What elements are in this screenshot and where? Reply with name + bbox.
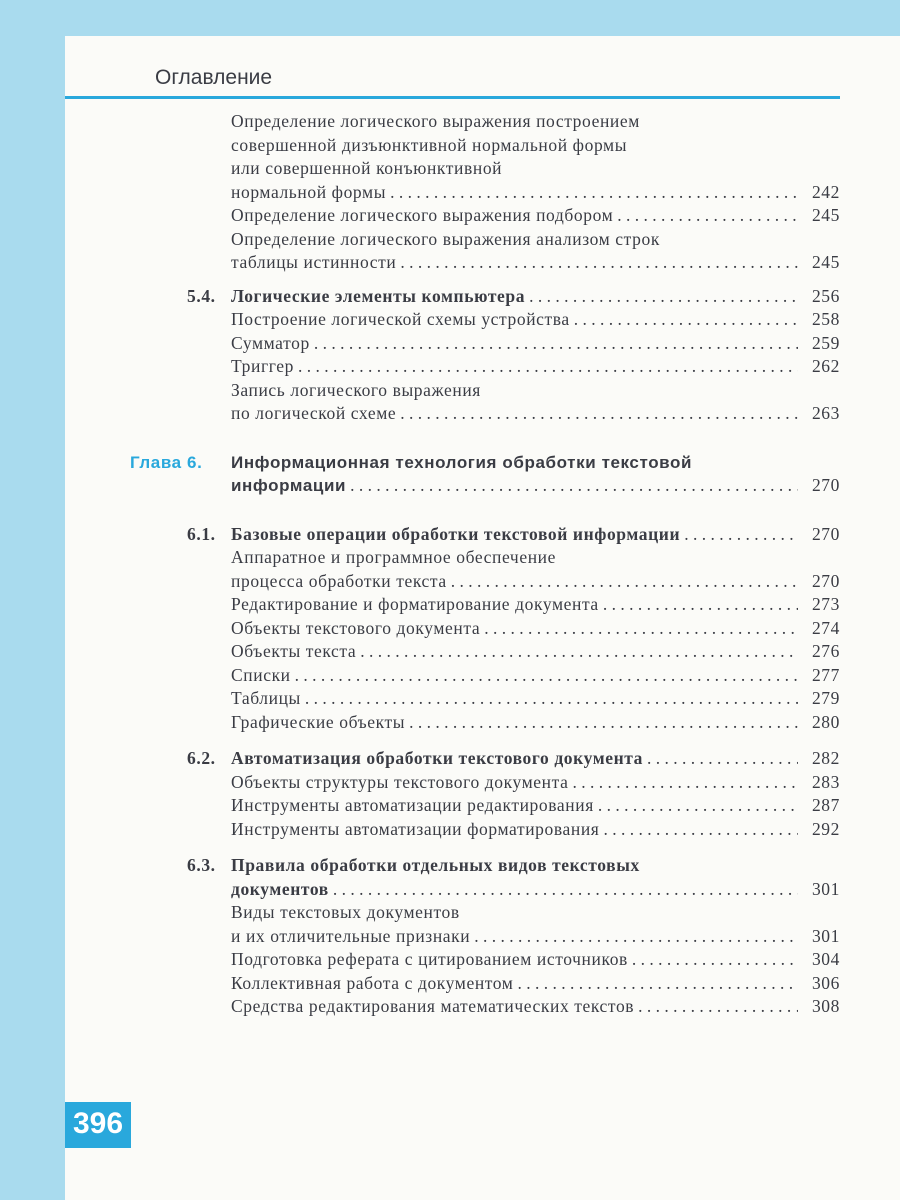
leader-dots	[451, 570, 798, 594]
toc-entry-text: Сумматор	[231, 332, 310, 353]
toc-entry-text: Объекты текста	[231, 641, 357, 661]
toc-entry[interactable]	[130, 204, 840, 228]
section-number: 5.4.	[187, 285, 216, 306]
leader-dots	[617, 204, 798, 228]
leader-dots	[647, 747, 798, 771]
leader-dots	[333, 878, 798, 902]
toc-entry-line	[130, 379, 840, 403]
toc-entry-text: и их отличительные признаки	[231, 925, 471, 946]
leader-dots	[638, 995, 798, 1019]
page-ref: 262	[811, 356, 840, 376]
chapter-title: Информационная технология обработки текстовой	[231, 452, 693, 472]
toc-entry[interactable]	[130, 925, 840, 949]
page-ref: 245	[811, 252, 840, 272]
leader-dots	[484, 617, 798, 641]
toc-entry-text: Виды текстовых документов	[231, 902, 460, 922]
page-ref: 308	[811, 996, 840, 1016]
page-ref: 274	[811, 617, 840, 638]
toc-entry-text: Коллективная работа с документом	[231, 972, 514, 993]
section-title: Логические элементы компьютера	[231, 285, 526, 306]
page-ref: 282	[811, 748, 840, 768]
section-number: 6.3.	[187, 855, 216, 875]
page-ref: 270	[811, 570, 840, 591]
page-ref: 273	[811, 594, 840, 614]
toc-section-line	[130, 854, 840, 878]
leader-dots	[474, 925, 798, 949]
toc-entry-text: Определение логического выражения анализом строк	[231, 228, 660, 249]
toc-entry[interactable]	[130, 972, 840, 996]
toc-entry[interactable]	[130, 687, 840, 711]
toc-entry-text: Подготовка реферата с цитированием источников	[231, 949, 628, 969]
page-ref: 245	[811, 205, 840, 225]
toc-section[interactable]	[130, 285, 840, 309]
toc-entry[interactable]	[130, 355, 840, 379]
page-ref: 306	[811, 972, 840, 993]
toc-entry-text: или совершенной конъюнктивной	[231, 158, 503, 178]
toc-entry[interactable]	[130, 771, 840, 795]
page-ref: 301	[811, 925, 840, 946]
toc-entry-text: Построение логической схемы устройства	[231, 309, 570, 329]
leader-dots	[305, 687, 798, 711]
toc-section[interactable]	[130, 747, 840, 771]
toc-entry-line	[130, 134, 840, 158]
toc-entry-line	[130, 110, 840, 134]
toc-entry[interactable]	[130, 617, 840, 641]
section-title: Автоматизация обработки текстового документа	[231, 748, 644, 768]
leader-dots	[298, 355, 798, 379]
leader-dots	[632, 948, 798, 972]
toc-entry-text: Списки	[231, 664, 291, 685]
toc-entry-text: Аппаратное и программное обеспечение	[231, 547, 556, 567]
toc-entry[interactable]	[130, 995, 840, 1019]
toc-entry[interactable]	[130, 664, 840, 688]
page-ref: 276	[811, 641, 840, 661]
toc-entry[interactable]	[130, 818, 840, 842]
leader-dots	[529, 285, 798, 309]
toc-entry[interactable]	[130, 570, 840, 594]
toc-entry-line	[130, 228, 840, 252]
toc-entry-text: Графические объекты	[231, 711, 406, 732]
page-ref: 279	[811, 688, 840, 708]
chapter-title: информации	[231, 476, 347, 495]
leader-dots	[400, 402, 798, 426]
toc-entry-text: Редактирование и форматирование документа	[231, 594, 599, 614]
chapter-label: Глава 6.	[130, 452, 203, 472]
page-ref: 277	[811, 664, 840, 685]
toc-entry-line	[130, 157, 840, 181]
page-ref: 270	[811, 523, 840, 544]
toc-entry-text: совершенной дизъюнктивной нормальной формы	[231, 134, 628, 155]
toc-entry[interactable]	[130, 794, 840, 818]
page-ref: 287	[811, 795, 840, 815]
running-header: Оглавление	[155, 66, 273, 89]
toc-section[interactable]	[130, 523, 840, 547]
toc-entry-text: Объекты текстового документа	[231, 617, 481, 638]
toc-entry-line	[130, 901, 840, 925]
toc-entry[interactable]	[130, 593, 840, 617]
leader-dots	[360, 640, 798, 664]
page-ref: 256	[811, 285, 840, 306]
toc-section[interactable]	[130, 878, 840, 902]
toc-entry[interactable]	[130, 640, 840, 664]
leader-dots	[314, 332, 798, 356]
page-ref: 283	[811, 771, 840, 792]
page-ref: 304	[811, 949, 840, 969]
toc-entry-text: Определение логического выражения подбором	[231, 205, 614, 225]
toc-entry[interactable]	[130, 948, 840, 972]
header-rule	[65, 96, 840, 99]
leader-dots	[409, 711, 798, 735]
page-ref: 259	[811, 332, 840, 353]
toc-entry-line	[130, 546, 840, 570]
left-margin-strip	[0, 0, 65, 1200]
toc-entry-text: Определение логического выражения построением	[231, 111, 640, 131]
page-ref: 280	[811, 711, 840, 732]
table-of-contents	[130, 110, 840, 1019]
toc-entry-text: процесса обработки текста	[231, 570, 447, 591]
toc-entry-text: нормальной формы	[231, 181, 387, 202]
page-ref: 258	[811, 309, 840, 329]
section-number: 6.2.	[187, 748, 216, 768]
toc-entry-text: по логической схеме	[231, 403, 397, 423]
toc-entry-text: Инструменты автоматизации редактирования	[231, 795, 594, 815]
page-ref: 301	[811, 878, 840, 899]
toc-entry-text: Средства редактирования математических текстов	[231, 996, 635, 1016]
leader-dots	[390, 181, 798, 205]
leader-dots	[603, 818, 798, 842]
toc-chapter[interactable]	[130, 474, 840, 498]
page-ref: 270	[811, 475, 840, 495]
toc-entry[interactable]	[130, 711, 840, 735]
section-title: Базовые операции обработки текстовой информации	[231, 523, 681, 544]
toc-entry-text: Объекты структуры текстового документа	[231, 771, 569, 792]
leader-dots	[295, 664, 798, 688]
page-ref: 242	[811, 181, 840, 202]
toc-entry-text: таблицы истинности	[231, 252, 397, 272]
toc-entry[interactable]	[130, 251, 840, 275]
toc-entry[interactable]	[130, 402, 840, 426]
leader-dots	[684, 523, 798, 547]
toc-chapter-line	[130, 451, 840, 475]
leader-dots	[400, 251, 798, 275]
top-margin-strip	[0, 0, 900, 36]
leader-dots	[572, 771, 798, 795]
toc-entry[interactable]	[130, 332, 840, 356]
section-number: 6.1.	[187, 523, 216, 544]
toc-entry-text: Триггер	[231, 356, 294, 376]
page-ref: 263	[811, 403, 840, 423]
section-title: Правила обработки отдельных видов текстовых	[231, 855, 640, 875]
toc-entry-text: Инструменты автоматизации форматирования	[231, 818, 600, 839]
toc-entry-text: Таблицы	[231, 688, 301, 708]
toc-entry[interactable]	[130, 181, 840, 205]
leader-dots	[574, 308, 798, 332]
toc-entry[interactable]	[130, 308, 840, 332]
page-ref: 292	[811, 818, 840, 839]
leader-dots	[598, 794, 798, 818]
section-title: документов	[231, 878, 329, 899]
leader-dots	[350, 474, 798, 498]
leader-dots	[603, 593, 798, 617]
leader-dots	[518, 972, 799, 996]
page-number: 396	[72, 1107, 124, 1140]
toc-entry-text: Запись логического выражения	[231, 379, 481, 400]
